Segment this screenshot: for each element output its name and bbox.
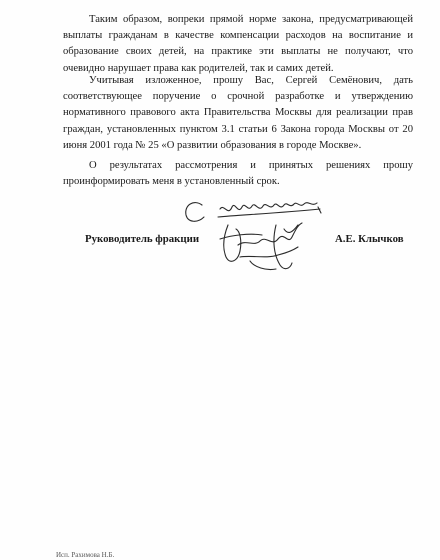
paragraph-1: Таким образом, вопреки прямой норме закона, предусматривающей выплаты гражданам в качестве компенсации расходов на воспитание и образование своих детей, на практике эти выплаты не получают, что очевидно нарушает права как родителей, так и самих детей. <box>63 14 413 74</box>
signatory-title: Руководитель фракции <box>85 233 200 245</box>
paragraph-3: О результатах рассмотрения и принятых решениях прошу проинформировать меня в установленный срок. <box>63 160 413 188</box>
paragraph-2: Учитывая изложенное, прошу Вас, Сергей Семёнович, дать соответствующее поручение о срочной разработке и утверждению нормативного правового акта Правительства Москвы для реализации прав граждан, установленных пунктом 3.1 статьи 6 Закона города Москвы от 20 июня 2001 года № 25 «О развитии образования в городе Москве». <box>63 75 413 151</box>
executor-note: Исп. Рахимова Н.Б. <box>56 551 115 559</box>
signature-block <box>0 233 440 253</box>
signatory-name: А.Е. Клычков <box>335 233 404 245</box>
